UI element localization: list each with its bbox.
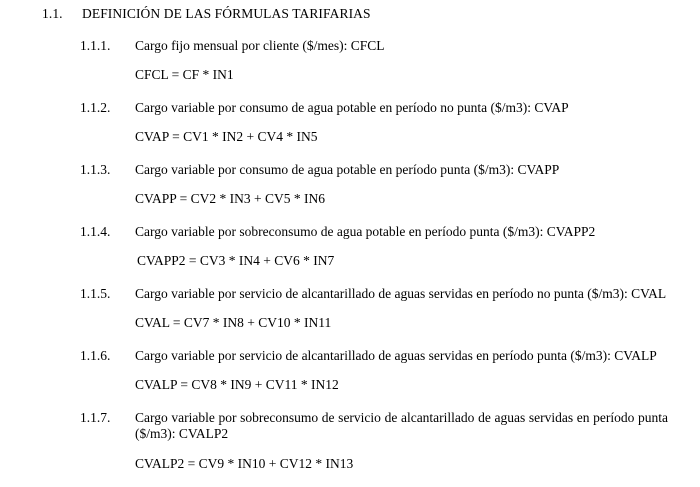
clause-item <box>80 410 700 443</box>
clause-formula: CVAPP = CV2 * IN3 + CV5 * IN6 <box>135 191 326 207</box>
clause-number: 1.1.5. <box>80 285 111 301</box>
clause-formula: CVAPP2 = CV3 * IN4 + CV6 * IN7 <box>137 253 335 269</box>
section-number: 1.1. <box>42 6 63 21</box>
clause-number: 1.1.7. <box>80 409 111 425</box>
document-page <box>0 6 700 487</box>
clause-text: Cargo variable por sobreconsumo de servicio de alcantarillado de aguas servidas en período punta ($/m3): CVALP2 <box>135 409 668 442</box>
clause-number: 1.1.6. <box>80 347 111 363</box>
clause-formula: CVAP = CV1 * IN2 + CV4 * IN5 <box>135 129 318 145</box>
clause-item <box>80 100 700 116</box>
clause-text: Cargo variable por servicio de alcantarillado de aguas servidas en período no punta ($/m3): CVAL <box>135 285 667 301</box>
section-heading <box>42 6 700 22</box>
clause-item <box>80 162 700 178</box>
clause-number: 1.1.1. <box>80 38 111 53</box>
clause-formula: CVAL = CV7 * IN8 + CV10 * IN11 <box>135 315 332 331</box>
clause-item <box>80 348 700 364</box>
clause-item <box>80 224 700 240</box>
clause-text: Cargo fijo mensual por cliente ($/mes): CFCL <box>135 38 385 53</box>
clause-item <box>80 38 700 54</box>
clause-formula: CVALP2 = CV9 * IN10 + CV12 * IN13 <box>135 455 354 471</box>
clause-text: Cargo variable por consumo de agua potable en período punta ($/m3): CVAPP <box>135 161 560 177</box>
clause-formula: CFCL = CF * IN1 <box>135 67 234 83</box>
clause-number: 1.1.3. <box>80 161 111 177</box>
clause-item <box>80 286 700 302</box>
clause-text: Cargo variable por consumo de agua potable en período no punta ($/m3): CVAP <box>135 99 569 115</box>
clause-formula: CVALP = CV8 * IN9 + CV11 * IN12 <box>135 377 339 393</box>
section-title: DEFINICIÓN DE LAS FÓRMULAS TARIFARIAS <box>82 6 371 21</box>
clause-text: Cargo variable por servicio de alcantarillado de aguas servidas en período punta ($/m3): CVALP <box>135 347 657 363</box>
clause-text: Cargo variable por sobreconsumo de agua potable en período punta ($/m3): CVAPP2 <box>135 223 596 239</box>
clause-number: 1.1.4. <box>80 223 111 239</box>
clause-number: 1.1.2. <box>80 99 111 115</box>
